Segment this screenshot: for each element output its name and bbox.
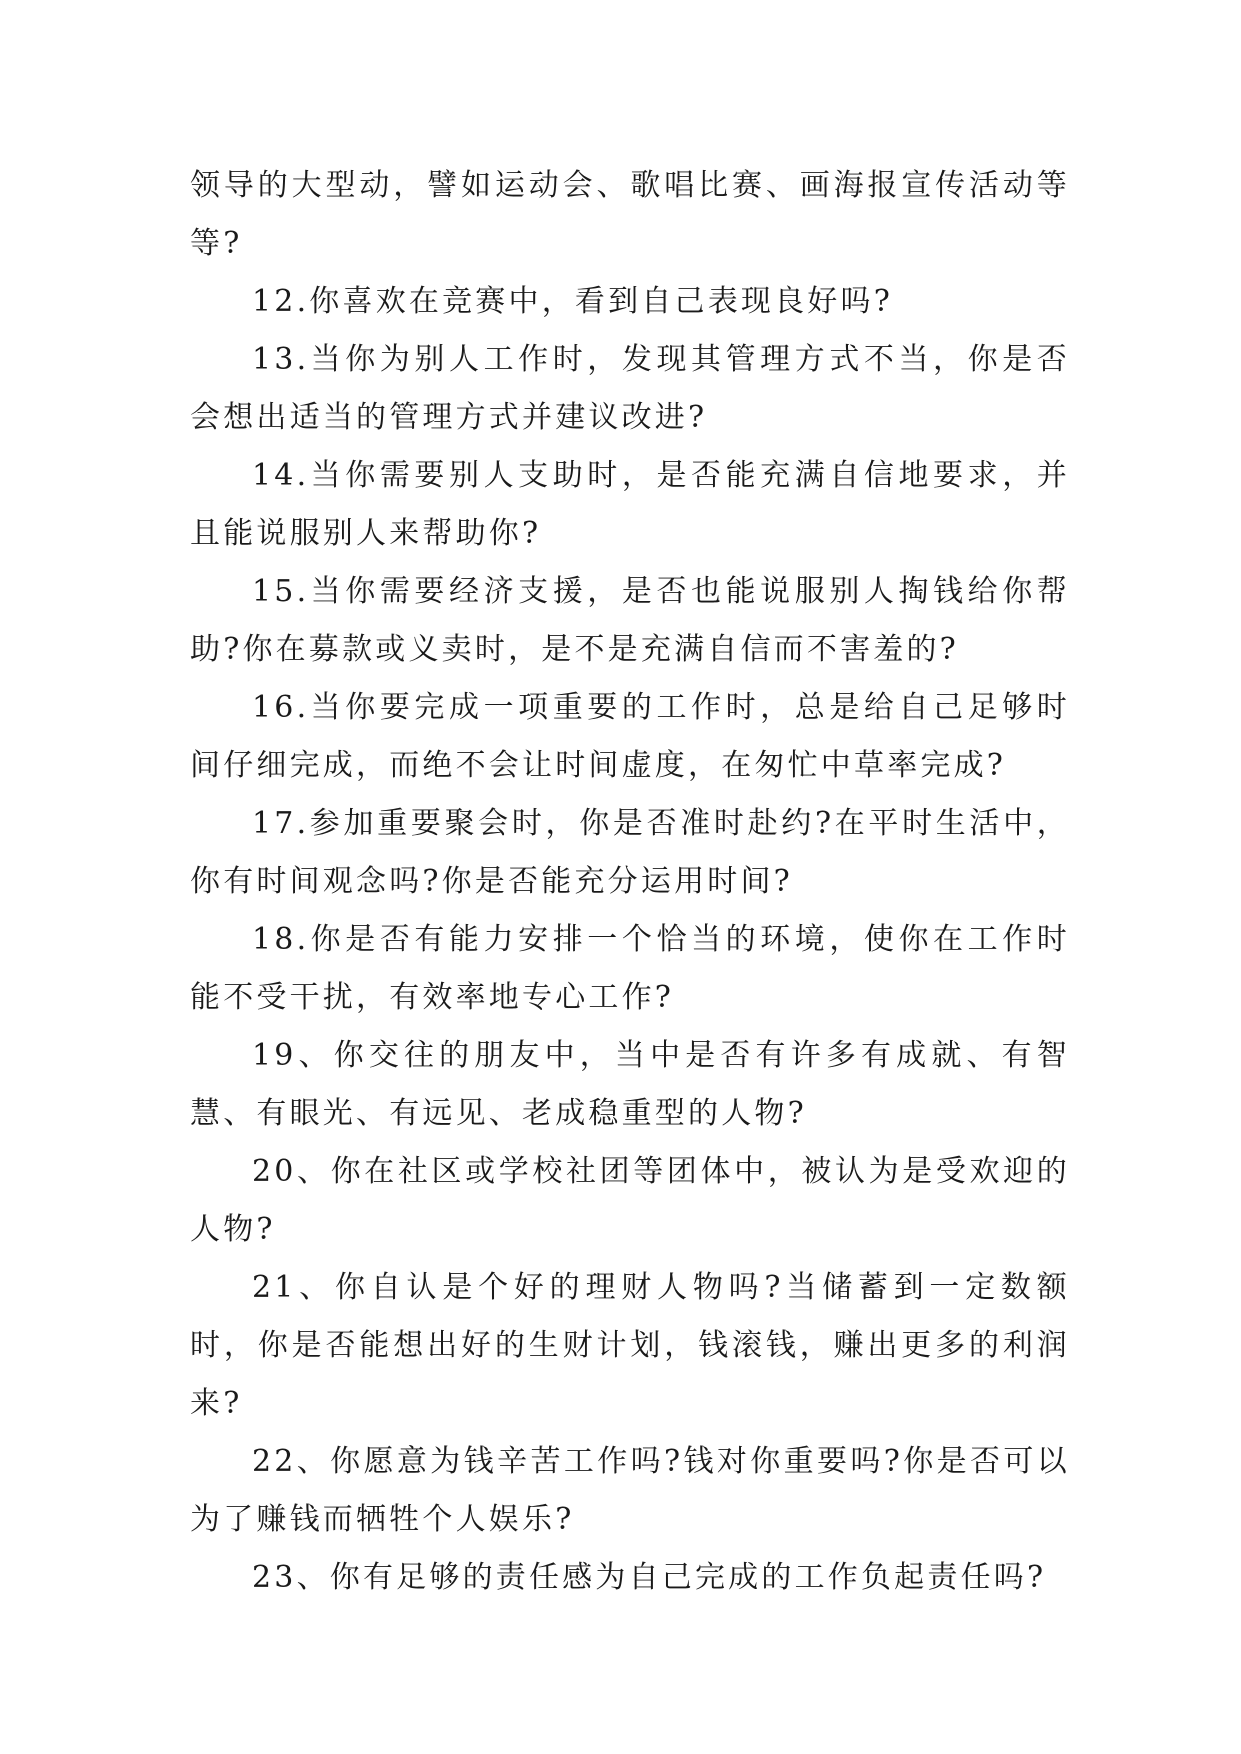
question-23: 23、你有足够的责任感为自己完成的工作负起责任吗? xyxy=(252,1560,1047,1595)
question-16: 16.当你要完成一项重要的工作时，总是给自己足够时间仔细完成，而绝不会让时间虚度，在匆忙中草率完成? xyxy=(190,690,1070,783)
question-14: 14.当你需要别人支助时，是否能充满自信地要求，并且能说服别人来帮助你? xyxy=(190,458,1070,551)
question-21: 21、你自认是个好的理财人物吗?当储蓄到一定数额时，你是否能想出好的生财计划，钱滚钱，赚出更多的利润来? xyxy=(190,1270,1070,1421)
question-22: 22、你愿意为钱辛苦工作吗?钱对你重要吗?你是否可以为了赚钱而牺牲个人娱乐? xyxy=(190,1444,1070,1537)
question-17: 17.参加重要聚会时，你是否准时赴约?在平时生活中，你有时间观念吗?你是否能充分运用时间? xyxy=(190,806,1070,899)
question-15: 15.当你需要经济支援，是否也能说服别人掏钱给你帮助?你在募款或义卖时，是不是充满自信而不害羞的? xyxy=(190,574,1070,667)
question-12: 12.你喜欢在竞赛中，看到自己表现良好吗? xyxy=(252,284,893,319)
paragraph-continued: 领导的大型动，譬如运动会、歌唱比赛、画海报宣传活动等等? xyxy=(190,168,1070,261)
question-19: 19、你交往的朋友中，当中是否有许多有成就、有智慧、有眼光、有远见、老成稳重型的人物? xyxy=(190,1038,1070,1131)
document-page xyxy=(190,157,1070,1607)
question-20: 20、你在社区或学校社团等团体中，被认为是受欢迎的人物? xyxy=(190,1154,1070,1247)
question-18: 18.你是否有能力安排一个恰当的环境，使你在工作时能不受干扰，有效率地专心工作? xyxy=(190,922,1070,1015)
question-13: 13.当你为别人工作时，发现其管理方式不当，你是否会想出适当的管理方式并建议改进? xyxy=(190,342,1070,435)
